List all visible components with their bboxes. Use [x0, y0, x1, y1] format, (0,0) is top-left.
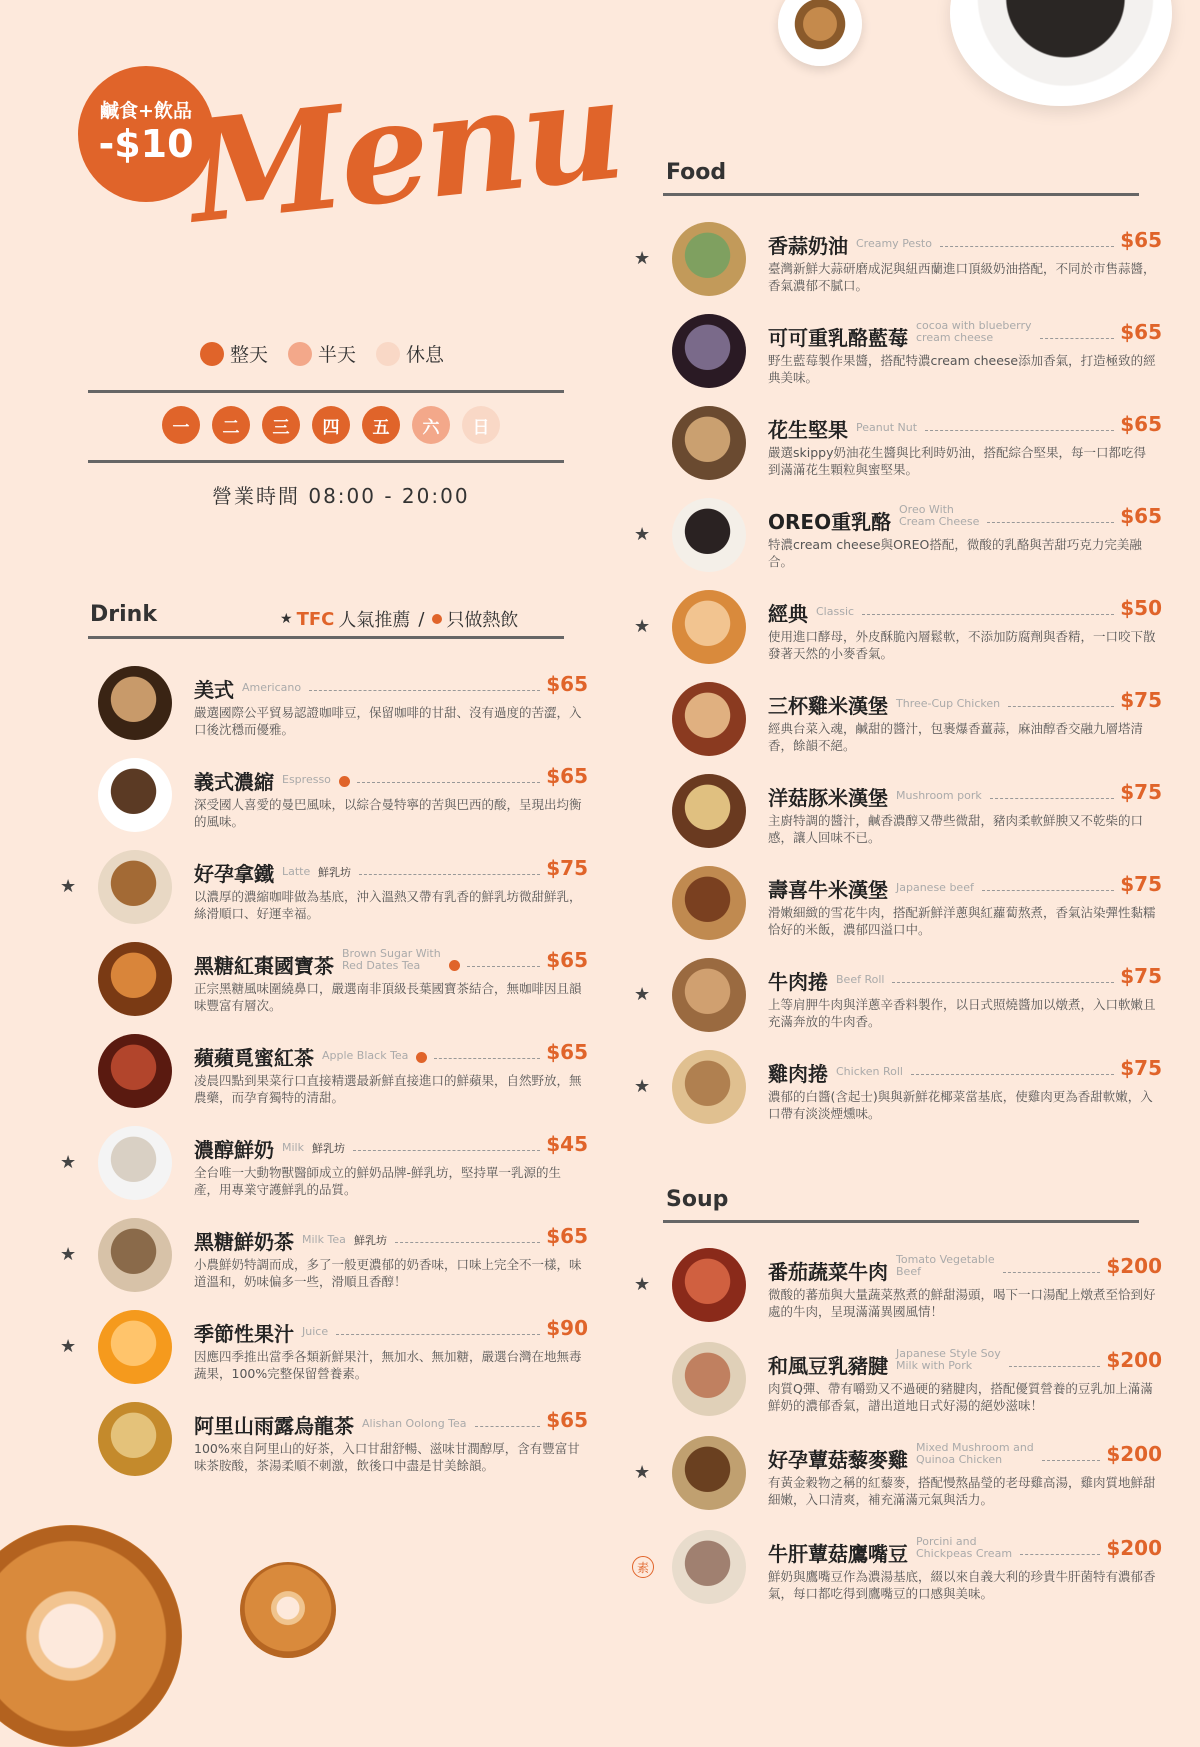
- food-photo: [672, 222, 746, 296]
- food-section-title: Food: [666, 160, 727, 185]
- drink-item: [98, 1310, 588, 1390]
- drink-english-name: Apple Black Tea: [322, 1049, 409, 1062]
- food-english-name: Peanut Nut: [856, 421, 918, 434]
- food-price: $75: [1120, 780, 1162, 804]
- drink-english-name: Juice: [302, 1325, 329, 1338]
- drink-name: 濃醇鮮奶: [194, 1138, 274, 1162]
- food-price: $65: [1120, 320, 1162, 344]
- legend-closed: [376, 340, 444, 367]
- star-icon: ★: [280, 611, 293, 627]
- soup-description: 肉質Q彈、帶有嚼勁又不過硬的豬腱肉，搭配優質營養的豆乳加上滿滿鮮奶的濃郁香氣，譜出道地日式好湯的絕妙滋味！: [768, 1381, 1153, 1413]
- food-photo: [672, 1050, 746, 1124]
- brand-logo: 鮮乳坊: [318, 866, 351, 879]
- food-item: [672, 406, 1162, 486]
- star-icon: ★: [60, 1336, 77, 1357]
- drink-photo: [98, 850, 172, 924]
- dotted-leader: [467, 966, 540, 967]
- star-icon: ★: [60, 1152, 77, 1173]
- drink-name: 好孕拿鐵: [194, 862, 274, 886]
- food-price: $50: [1120, 596, 1162, 620]
- legend-label: 休息: [406, 344, 445, 366]
- hot-only-label: 只做熱飲: [446, 610, 519, 631]
- food-item: [672, 314, 1162, 394]
- bagel-photo-small: [240, 1562, 336, 1658]
- dotted-leader: [940, 246, 1114, 247]
- english-line: Chickpeas Cream: [916, 1547, 1013, 1560]
- dotted-leader: [1008, 706, 1114, 707]
- drink-item: [98, 1126, 588, 1206]
- english-line: Brown Sugar With: [342, 947, 441, 960]
- dotted-leader: [911, 1074, 1114, 1075]
- drink-name: 季節性果汁: [194, 1322, 294, 1346]
- soup-english-name: [896, 1254, 995, 1278]
- soup-section-title: Soup: [666, 1187, 729, 1212]
- english-line: Tomato Vegetable: [896, 1253, 995, 1266]
- soup-name: 好孕蕈菇藜麥雞: [768, 1448, 908, 1472]
- drink-english-name: Americano: [242, 681, 302, 694]
- coffee-cup-photo: [950, 0, 1172, 106]
- drink-description: 小農鮮奶特調而成，多了一般更濃郁的奶香味，口味上完全不一樣，味道溫和，奶味偏多一些，滑順且香醇！: [194, 1257, 582, 1289]
- soup-photo: [672, 1248, 746, 1322]
- latte-cup-photo: [778, 0, 862, 66]
- dotted-leader: [862, 614, 1114, 615]
- drink-description: 正宗黑糖風味圍繞鼻口，嚴選南非頂級長葉國寶茶結合，無咖啡因且韻味豐富有層次。: [194, 981, 582, 1013]
- food-description: 野生藍莓製作果醬，搭配特濃cream cheese添加香氣，打造極致的經典美味。: [768, 353, 1156, 385]
- hot-dot-icon: [432, 614, 442, 624]
- drink-name: 美式: [194, 678, 234, 702]
- soup-price: $200: [1106, 1536, 1162, 1560]
- food-name: 牛肉捲: [768, 970, 828, 994]
- day-thu: 四: [312, 406, 350, 444]
- soup-name: 牛肝蕈菇鷹嘴豆: [768, 1542, 908, 1566]
- drink-english-name: Milk Tea: [302, 1233, 346, 1246]
- food-photo: [672, 958, 746, 1032]
- day-sat: 六: [412, 406, 450, 444]
- soup-photo: [672, 1342, 746, 1416]
- soup-item: [672, 1530, 1162, 1610]
- bagel-photo-large: [0, 1525, 182, 1747]
- dotted-leader: [1040, 338, 1114, 339]
- hot-dot-icon: [416, 1052, 427, 1063]
- food-item: [672, 1050, 1162, 1130]
- drink-item: [98, 942, 588, 1022]
- food-description: 滑嫩細緻的雪花牛肉，搭配新鮮洋蔥與紅蘿蔔熬煮，香氣沾染彈性黏糯恰好的米飯，濃郁四溢口中。: [768, 905, 1156, 937]
- day-sun: 日: [462, 406, 500, 444]
- food-description: 主廚特調的醬汁，鹹香濃醇又帶些微甜，豬肉柔軟鮮腴又不乾柴的口感，讓人回味不已。: [768, 813, 1144, 845]
- dotted-leader: [987, 522, 1114, 523]
- day-mon: 一: [162, 406, 200, 444]
- drink-section-title: Drink: [90, 602, 157, 627]
- drink-item: [98, 758, 588, 838]
- day-tue: 二: [212, 406, 250, 444]
- drink-english-name: Latte: [282, 865, 311, 878]
- english-line: Cream Cheese: [899, 515, 980, 528]
- drink-name: 義式濃縮: [194, 770, 274, 794]
- soup-price: $200: [1106, 1442, 1162, 1466]
- star-icon: ★: [634, 248, 651, 269]
- food-item: [672, 958, 1162, 1038]
- english-line: Beef: [896, 1265, 921, 1278]
- legend-dot: [288, 342, 312, 366]
- drink-photo: [98, 1126, 172, 1200]
- food-name: 雞肉捲: [768, 1062, 828, 1086]
- dotted-leader: [1042, 1460, 1100, 1461]
- drink-description: 凌晨四點到果菜行口直接精選最新鮮直接進口的鮮蘋果，自然野放，無農藥，而孕育獨特的清甜。: [194, 1073, 582, 1105]
- soup-description: 有黃金穀物之稱的紅藜麥，搭配慢熬晶瑩的老母雞高湯，雞肉質地鮮甜細嫩，入口清爽，補充滿滿元氣與活力。: [768, 1475, 1156, 1507]
- food-description: 經典台菜入魂，鹹甜的醬汁，包裹爆香薑蒜，麻油醇香交融九層塔清香，餘韻不絕。: [768, 721, 1144, 753]
- hot-dot-icon: [449, 960, 460, 971]
- food-description: 使用進口酵母，外皮酥脆內層鬆軟，不添加防腐劑與香精，一口咬下散發著天然的小麥香氣。: [768, 629, 1156, 661]
- drink-photo: [98, 1310, 172, 1384]
- soup-item: [672, 1436, 1162, 1516]
- star-icon: ★: [634, 616, 651, 637]
- drink-english-name: [342, 948, 441, 972]
- food-price: $75: [1120, 688, 1162, 712]
- star-icon: ★: [634, 1462, 651, 1483]
- food-price: $65: [1120, 504, 1162, 528]
- drink-price: $65: [546, 1224, 588, 1248]
- food-section-rule: [663, 193, 1139, 196]
- soup-description: 鮮奶與鷹嘴豆作為濃湯基底，綴以來自義大利的珍貴牛肝菌特有濃郁香氣，每口都吃得到鷹嘴豆的口感與美味。: [768, 1569, 1156, 1601]
- english-line: Japanese Style Soy: [896, 1347, 1001, 1360]
- food-price: $65: [1120, 228, 1162, 252]
- drink-price: $90: [546, 1316, 588, 1340]
- drink-description: 嚴選國際公平貿易認證咖啡豆，保留咖啡的甘甜、沒有過度的苦澀，入口後沈穩而優雅。: [194, 705, 582, 737]
- soup-section-rule: [663, 1220, 1139, 1223]
- dotted-leader: [353, 1150, 540, 1151]
- drink-photo: [98, 1402, 172, 1476]
- dotted-leader: [434, 1058, 540, 1059]
- english-line: Red Dates Tea: [342, 959, 421, 972]
- vegetarian-icon: 素: [632, 1556, 654, 1578]
- food-description: 嚴選skippy奶油花生醬與比利時奶油，搭配綜合堅果，每一口都吃得到滿滿花生顆粒與蜜堅果。: [768, 445, 1146, 477]
- food-price: $75: [1120, 964, 1162, 988]
- drink-photo: [98, 1218, 172, 1292]
- drink-english-name: Alishan Oolong Tea: [362, 1417, 467, 1430]
- drink-description: 深受國人喜愛的曼巴風味，以綜合曼特寧的苦與巴西的酸，呈現出均衡的風味。: [194, 797, 582, 829]
- drink-item: [98, 850, 588, 930]
- dotted-leader: [1003, 1272, 1100, 1273]
- dotted-leader: [925, 430, 1114, 431]
- legend-label: 半天: [318, 344, 357, 366]
- food-photo: [672, 314, 746, 388]
- food-english-name: Beef Roll: [836, 973, 885, 986]
- food-price: $75: [1120, 872, 1162, 896]
- drink-description: 100%來自阿里山的好茶，入口甘甜舒暢、滋味甘潤醇厚，含有豐富甘味茶胺酸，茶湯柔順不刺激，飲後口中盡是甘美餘韻。: [194, 1441, 580, 1473]
- drink-price: $65: [546, 672, 588, 696]
- dotted-leader: [357, 782, 540, 783]
- english-line: Porcini and: [916, 1535, 977, 1548]
- food-price: $75: [1120, 1056, 1162, 1080]
- food-name: 壽喜牛米漢堡: [768, 878, 888, 902]
- dotted-leader: [982, 890, 1114, 891]
- star-icon: ★: [634, 984, 651, 1005]
- soup-english-name: [916, 1536, 1012, 1560]
- dotted-leader: [359, 874, 540, 875]
- drink-english-name: Espresso: [282, 773, 331, 786]
- soup-name: 和風豆乳豬腱: [768, 1354, 888, 1378]
- badge-discount: -$10: [98, 122, 194, 166]
- brand-logo: 鮮乳坊: [354, 1234, 387, 1247]
- dotted-leader: [990, 798, 1114, 799]
- dotted-leader: [475, 1426, 540, 1427]
- soup-item: [672, 1248, 1162, 1328]
- brand-logo: 鮮乳坊: [312, 1142, 345, 1155]
- star-icon: ★: [60, 876, 77, 897]
- drink-name: 阿里山雨露烏龍茶: [194, 1414, 354, 1438]
- food-english-name: Mushroom pork: [896, 789, 982, 802]
- hours-legend: [200, 340, 444, 367]
- drink-item: [98, 1218, 588, 1298]
- legend-full-day: [200, 340, 268, 367]
- star-icon: ★: [634, 1076, 651, 1097]
- food-english-name: Creamy Pesto: [856, 237, 932, 250]
- food-item: [672, 590, 1162, 670]
- food-description: 臺灣新鮮大蒜研磨成泥與紐西蘭進口頂級奶油搭配，不同於市售蒜醬，香氣濃郁不膩口。: [768, 261, 1156, 293]
- dotted-leader: [309, 690, 540, 691]
- food-item: [672, 866, 1162, 946]
- soup-english-name: [916, 1442, 1034, 1466]
- drink-price: $65: [546, 764, 588, 788]
- drink-photo: [98, 758, 172, 832]
- drink-price: $65: [546, 948, 588, 972]
- drink-name: 黑糖紅棗國寶茶: [194, 954, 334, 978]
- food-description: 特濃cream cheese與OREO搭配，微酸的乳酪與苦甜巧克力完美融合。: [768, 537, 1142, 569]
- soup-english-name: [896, 1348, 1001, 1372]
- business-hours: 營業時間 08:00 - 20:00: [212, 484, 470, 508]
- food-description: 上等肩胛牛肉與洋蔥辛香料製作，以日式照燒醬加以燉煮，入口軟嫩且充滿奔放的牛肉香。: [768, 997, 1156, 1029]
- food-photo: [672, 682, 746, 756]
- soup-name: 番茄蔬菜牛肉: [768, 1260, 888, 1284]
- drink-item: [98, 1402, 588, 1482]
- popular-label: 人氣推薦: [338, 610, 411, 631]
- soup-price: $200: [1106, 1254, 1162, 1278]
- food-name: 經典: [768, 602, 808, 626]
- soup-item: [672, 1342, 1162, 1422]
- food-name: 三杯雞米漢堡: [768, 694, 888, 718]
- day-wed: 三: [262, 406, 300, 444]
- english-line: cocoa with blueberry: [916, 319, 1032, 332]
- soup-photo: [672, 1436, 746, 1510]
- soup-photo: [672, 1530, 746, 1604]
- legend-label: 整天: [230, 344, 269, 366]
- legend-dot: [376, 342, 400, 366]
- food-photo: [672, 498, 746, 572]
- star-icon: ★: [634, 524, 651, 545]
- food-photo: [672, 774, 746, 848]
- drink-photo: [98, 1034, 172, 1108]
- star-icon: ★: [634, 1274, 651, 1295]
- food-english-name: Classic: [816, 605, 855, 618]
- food-item: [672, 498, 1162, 578]
- dotted-leader: [336, 1334, 540, 1335]
- legend-half-day: [288, 340, 356, 367]
- english-line: Quinoa Chicken: [916, 1453, 1003, 1466]
- tfc-label: TFC: [296, 608, 335, 630]
- star-icon: ★: [60, 1244, 77, 1265]
- drink-price: $45: [546, 1132, 588, 1156]
- divider-top: [88, 390, 564, 393]
- food-english-name: Chicken Roll: [836, 1065, 903, 1078]
- soup-price: $200: [1106, 1348, 1162, 1372]
- food-name: 香蒜奶油: [768, 234, 848, 258]
- drink-price: $65: [546, 1408, 588, 1432]
- drink-name: 黑糖鮮奶茶: [194, 1230, 294, 1254]
- drink-item: [98, 1034, 588, 1114]
- drink-photo: [98, 666, 172, 740]
- food-item: [672, 682, 1162, 762]
- legend-dot: [200, 342, 224, 366]
- day-fri: 五: [362, 406, 400, 444]
- food-english-name: [899, 504, 979, 528]
- food-photo: [672, 406, 746, 480]
- drink-legend-notes: [280, 606, 518, 632]
- food-english-name: [916, 320, 1032, 344]
- food-english-name: Three-Cup Chicken: [896, 697, 1001, 710]
- note-separator: /: [418, 608, 425, 630]
- food-name: 洋菇豚米漢堡: [768, 786, 888, 810]
- dotted-leader: [892, 982, 1114, 983]
- english-line: Oreo With: [899, 503, 954, 516]
- divider-bottom: [88, 460, 564, 463]
- drink-item: [98, 666, 588, 746]
- drink-english-name: Milk: [282, 1141, 304, 1154]
- drink-price: $65: [546, 1040, 588, 1064]
- english-line: Mixed Mushroom and: [916, 1441, 1034, 1454]
- drink-name: 蘋蘋覓蜜紅茶: [194, 1046, 314, 1070]
- food-name: 可可重乳酪藍莓: [768, 326, 908, 350]
- food-name: OREO重乳酪: [768, 510, 892, 534]
- food-description: 濃郁的白醬(含起士)與與新鮮花椰菜當基底，使雞肉更為香甜軟嫩，入口帶有淡淡煙燻味。: [768, 1089, 1153, 1121]
- food-price: $65: [1120, 412, 1162, 436]
- food-item: [672, 222, 1162, 302]
- dotted-leader: [1009, 1366, 1100, 1367]
- food-photo: [672, 866, 746, 940]
- drink-photo: [98, 942, 172, 1016]
- food-name: 花生堅果: [768, 418, 848, 442]
- weekday-row: [162, 406, 500, 444]
- english-line: Milk with Pork: [896, 1359, 973, 1372]
- badge-combo-label: 鹹食+飲品: [100, 100, 192, 122]
- drink-description: 以濃厚的濃縮咖啡做為基底，沖入溫熱又帶有乳香的鮮乳坊微甜鮮乳，絲滑順口、好運幸福。: [194, 889, 582, 921]
- drink-section-rule: [88, 636, 564, 639]
- drink-price: $75: [546, 856, 588, 880]
- food-item: [672, 774, 1162, 854]
- drink-description: 全台唯一大動物獸醫師成立的鮮奶品牌-鮮乳坊，堅持單一乳源的生產，用專業守護鮮乳的品質。: [194, 1165, 562, 1197]
- dotted-leader: [395, 1242, 540, 1243]
- hot-dot-icon: [339, 776, 350, 787]
- food-photo: [672, 590, 746, 664]
- drink-description: 因應四季推出當季各類新鮮果汁，無加水、無加糖，嚴選台灣在地無毒蔬果，100%完整保留營養素。: [194, 1349, 582, 1381]
- menu-title: Menu: [181, 47, 628, 256]
- food-english-name: Japanese beef: [896, 881, 974, 894]
- soup-description: 微酸的蕃茄與大量蔬菜熬煮的鮮甜湯頭，喝下一口湯配上燉煮至恰到好處的牛肉，呈現滿滿異國風情！: [768, 1287, 1156, 1319]
- dotted-leader: [1020, 1554, 1100, 1555]
- english-line: cream cheese: [916, 331, 994, 344]
